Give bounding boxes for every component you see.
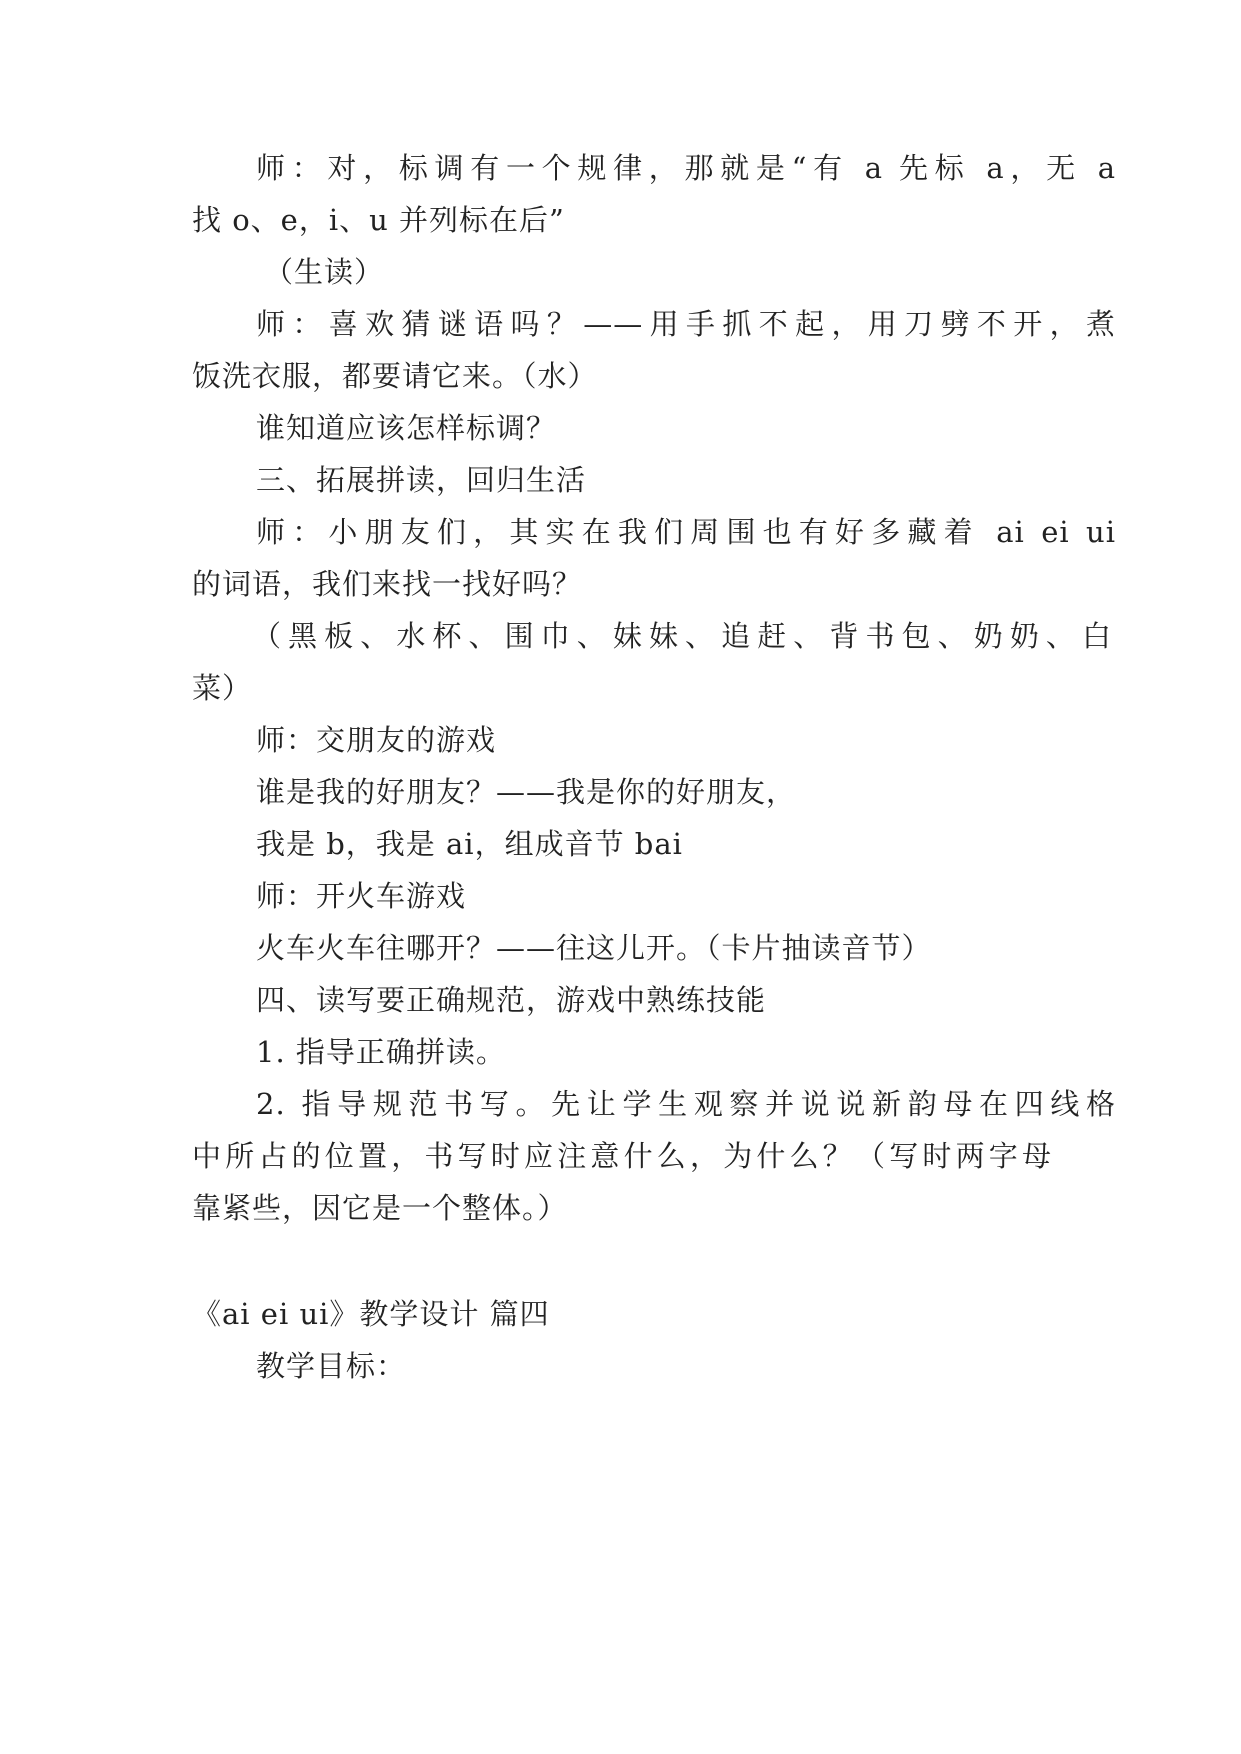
objectives-label: 教学目标：	[256, 1349, 407, 1383]
paragraph-line-16: 火车火车往哪开？——往这儿开。（卡片抽读音节）	[256, 931, 932, 965]
paragraph-line-8: 师：小朋友们，其实在我们周围也有好多藏着 ai ei ui	[256, 515, 1116, 549]
paragraph-line-3: （生读）	[264, 255, 385, 289]
paragraph-line-1: 师：对，标调有一个规律，那就是“有 a 先标 a，无 a	[256, 151, 1116, 185]
paragraph-line-13: 谁是我的好朋友？——我是你的好朋友，	[256, 775, 797, 809]
section-title: 《ai ei ui》教学设计 篇四	[192, 1297, 550, 1331]
paragraph-line-20: 中所占的位置，书写时应注意什么，为什么？（写时两字母	[192, 1139, 1052, 1173]
paragraph-line-19: 2. 指导规范书写。先让学生观察并说说新韵母在四线格	[256, 1087, 1116, 1121]
paragraph-line-14: 我是 b，我是 ai，组成音节 bai	[256, 827, 683, 861]
paragraph-line-5: 饭洗衣服，都要请它来。（水）	[192, 359, 598, 393]
paragraph-line-2: 找 o、e，i、u 并列标在后”	[192, 203, 565, 237]
paragraph-line-18: 1. 指导正确拼读。	[256, 1035, 506, 1069]
paragraph-line-11: 菜）	[192, 671, 253, 705]
paragraph-line-15: 师：开火车游戏	[256, 879, 467, 913]
paragraph-line-10: （黑板、水杯、围巾、妹妹、追赶、背书包、奶奶、白	[252, 619, 1112, 653]
paragraph-line-6: 谁知道应该怎样标调？	[256, 411, 557, 445]
paragraph-line-21: 靠紧些，因它是一个整体。）	[192, 1191, 568, 1225]
paragraph-line-4: 师：喜欢猜谜语吗？——用手抓不起，用刀劈不开，煮	[256, 307, 1116, 341]
paragraph-line-12: 师：交朋友的游戏	[256, 723, 497, 757]
section-heading-4: 四、读写要正确规范，游戏中熟练技能	[256, 983, 767, 1017]
section-heading-3: 三、拓展拼读，回归生活	[256, 463, 587, 497]
paragraph-line-9: 的词语，我们来找一找好吗？	[192, 567, 583, 601]
